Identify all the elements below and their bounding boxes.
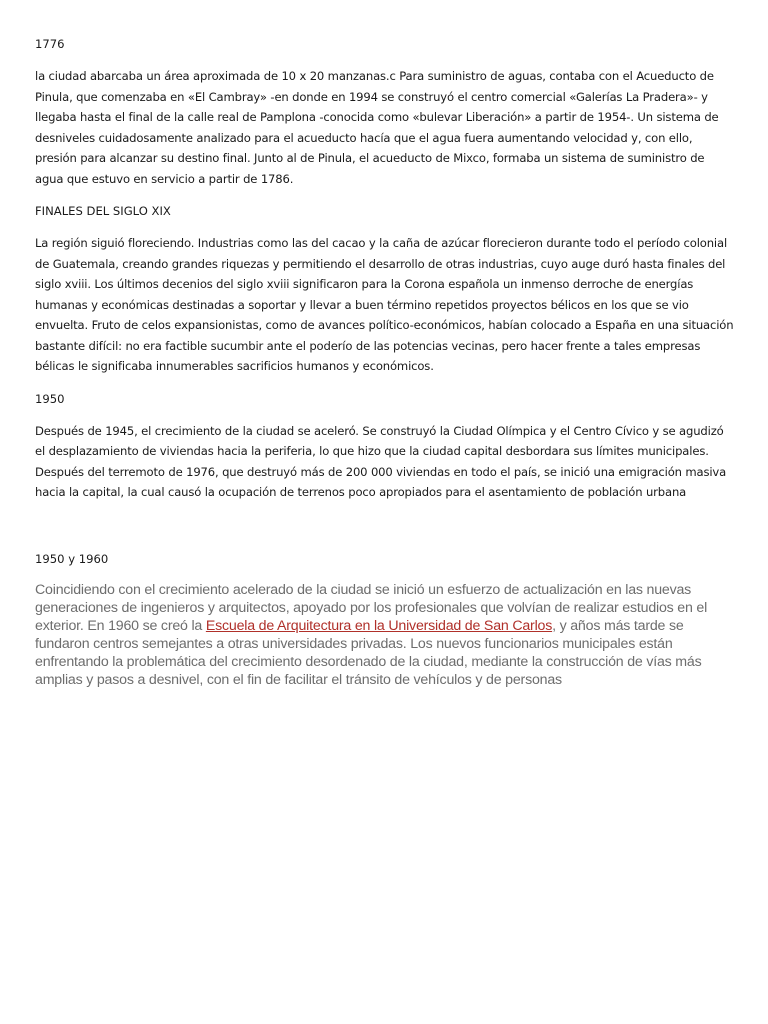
section-heading-1776: 1776 xyxy=(35,37,65,51)
section-heading-1950: 1950 xyxy=(35,391,65,406)
document-page xyxy=(35,34,735,689)
section-heading-1950-1960: 1950 y 1960 xyxy=(35,551,109,566)
spacer xyxy=(35,515,735,549)
paragraph-text-before-link: Coincidiendo con el crecimiento acelerado de la ciudad se inició un esfuerzo de actualización en las nuevas generaciones de ingenieros y arquitectos, apoyado por los profesionales que volvían de realizar estudios en el exterior. En 1960 se creó la xyxy=(35,581,708,634)
paragraph-text-after-link: , y años más tarde se fundaron centros semejantes a otras universidades privadas. Los nuevos funcionarios municipales están enfrentando la problemática del crecimiento desordenado de la ciudad, mediante la construcción de vías más amplias y pasos a desnivel, con el fin de facilitar el tránsito de vehículos y de personas xyxy=(35,617,702,688)
section-heading-finales-siglo-xix: FINALES DEL SIGLO XIX xyxy=(35,204,171,218)
section-paragraph-1950-1960 xyxy=(35,581,735,689)
section-paragraph-finales-siglo-xix: La región siguió floreciendo. Industrias como las del cacao y la caña de azúcar florecieron durante todo el período colonial de Guatemala, creando grandes riquezas y permitiendo el desarrollo de otras industrias, cuyo auge duró hasta finales del siglo xviii. Los últimos decenios del siglo xviii significaron para la Corona española un inmenso derroche de energías humanas y económicas destinadas a soportar y llevar a buen término repetidos proyectos bélicos en los que se vio envuelta. Fruto de celos expansionistas, como de avances político-económicos, habían colocado a España en una situación bastante difícil: no era factible sucumbir ante el poderío de las potencias vecinas, pero hacer frente a tales empresas bélicas le significaba innumerables sacrificios humanos y económicos. xyxy=(35,236,734,373)
escuela-arquitectura-link[interactable]: Escuela de Arquitectura en la Universidad de San Carlos xyxy=(205,617,553,634)
section-paragraph-1950: Después de 1945, el crecimiento de la ciudad se aceleró. Se construyó la Ciudad Olímpica y el Centro Cívico y se agudizó el desplazamiento de viviendas hacia la periferia, lo que hizo que la ciudad capital desbordara sus límites municipales. Después del terremoto de 1976, que destruyó más de 200 000 viviendas en todo el país, se inició una emigración masiva hacia la capital, la cual causó la ocupación de terrenos poco apropiados para el asentamiento de población urbana xyxy=(35,423,727,499)
section-paragraph-1776: la ciudad abarcaba un área aproximada de 10 x 20 manzanas.c Para suministro de aguas, contaba con el Acueducto de Pinula, que comenzaba en «El Cambray» -en donde en 1994 se construyó el centro comercial «Galerías La Pradera»- y llegaba hasta el final de la calle real de Pamplona -conocida como «bulevar Liberación» a partir de 1954-. Un sistema de desniveles cuidadosamente analizado para el acueducto hacía que el agua fuera aumentando velocidad y, con ello, presión para alcanzar su destino final. Junto al de Pinula, el acueducto de Mixco, formaba un sistema de suministro de agua que estuvo en servicio a partir de 1786. xyxy=(35,69,719,186)
